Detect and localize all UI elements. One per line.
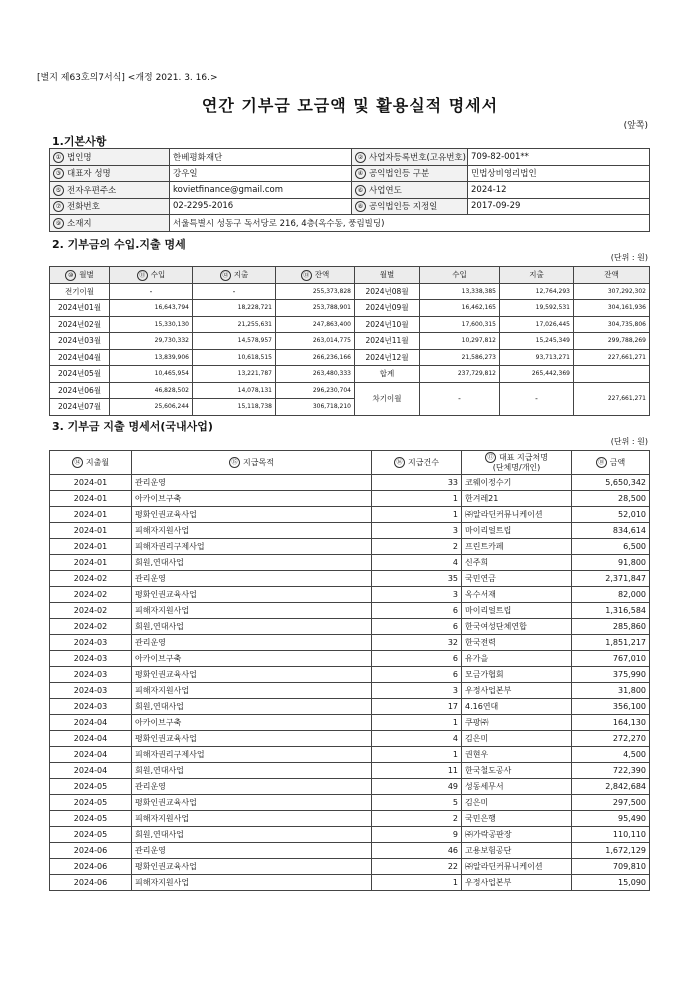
table-row	[50, 811, 650, 827]
expense-payee: 마이리얼트립	[462, 523, 572, 539]
balance-cell: 263,480,333	[276, 366, 355, 383]
expense-purpose: 회원,연대사업	[132, 827, 372, 843]
balance-cell: 247,863,400	[276, 316, 355, 333]
expense-amount: 272,270	[572, 731, 650, 747]
basic-label	[352, 182, 468, 199]
expense-payee: 한국철도공사	[462, 763, 572, 779]
item-number: ⑥	[355, 185, 366, 196]
table-row	[50, 491, 650, 507]
income-cell: 17,600,315	[420, 316, 500, 333]
income-cell: 10,465,954	[110, 366, 193, 383]
expense-amount: 164,130	[572, 715, 650, 731]
basic-value: 709-82-001**	[468, 149, 650, 166]
balance-cell: 306,718,210	[276, 399, 355, 416]
expense-amount: 6,500	[572, 539, 650, 555]
expense-amount: 767,010	[572, 651, 650, 667]
expense-month: 2024-04	[50, 731, 132, 747]
expense-count: 1	[372, 491, 462, 507]
expense-purpose: 관리운영	[132, 779, 372, 795]
section1-title: 1.기본사항	[52, 135, 107, 148]
balance-cell: 307,292,302	[574, 283, 650, 300]
expense-amount: 52,010	[572, 507, 650, 523]
expense-cell: -	[193, 283, 276, 300]
month-cell: 전기이월	[50, 283, 110, 300]
expense-month: 2024-02	[50, 587, 132, 603]
expense-count: 6	[372, 603, 462, 619]
expense-cell: 17,026,445	[500, 316, 574, 333]
basic-value: 강우일	[170, 165, 352, 182]
expense-month: 2024-01	[50, 491, 132, 507]
expense-purpose: 평화인권교육사업	[132, 795, 372, 811]
expense-month: 2024-04	[50, 763, 132, 779]
expense-amount: 15,090	[572, 875, 650, 891]
expense-purpose: 평화인권교육사업	[132, 587, 372, 603]
table-row	[50, 507, 650, 523]
expense-month: 2024-02	[50, 571, 132, 587]
basic-value: 2024-12	[468, 182, 650, 199]
expense-cell: 13,221,787	[193, 366, 276, 383]
expense-month: 2024-02	[50, 603, 132, 619]
expense-count: 35	[372, 571, 462, 587]
income-expense-table	[49, 266, 650, 416]
expense-count: 4	[372, 555, 462, 571]
expense-count: 1	[372, 747, 462, 763]
expense-amount: 297,500	[572, 795, 650, 811]
table-row	[50, 699, 650, 715]
item-label: 수입	[150, 270, 166, 279]
carry-next-expense: -	[500, 382, 574, 415]
expense-month: 2024-01	[50, 507, 132, 523]
income-row	[50, 382, 650, 399]
month-cell: 2024년02월	[50, 316, 110, 333]
expense-count: 1	[372, 507, 462, 523]
total-income: 237,729,812	[420, 366, 500, 383]
table-row	[50, 715, 650, 731]
expense-count: 3	[372, 587, 462, 603]
address-label	[50, 215, 170, 232]
income-cell: 13,338,385	[420, 283, 500, 300]
item-number: ⑤	[53, 185, 64, 196]
expense-month: 2024-05	[50, 827, 132, 843]
col-header-amount: ⑱ 금액	[572, 451, 650, 475]
item-label: 대표자 성명	[67, 169, 111, 180]
income-cell: 16,643,794	[110, 300, 193, 317]
section3-title: 3. 기부금 지출 명세서(국내사업)	[52, 420, 213, 433]
expense-count: 3	[372, 683, 462, 699]
item-number: ①	[53, 152, 64, 163]
table-row	[50, 683, 650, 699]
expense-purpose: 회원,연대사업	[132, 619, 372, 635]
expense-month: 2024-06	[50, 859, 132, 875]
expense-count: 1	[372, 875, 462, 891]
basic-label	[50, 165, 170, 182]
income-header-row	[50, 267, 650, 284]
expense-cell: 19,592,531	[500, 300, 574, 317]
expense-amount: 2,842,684	[572, 779, 650, 795]
basic-value: 민법상비영리법인	[468, 165, 650, 182]
table-row	[50, 795, 650, 811]
expense-amount: 1,672,129	[572, 843, 650, 859]
income-row	[50, 349, 650, 366]
table-row	[50, 619, 650, 635]
basic-label	[352, 149, 468, 166]
income-row	[50, 283, 650, 300]
table-row	[50, 587, 650, 603]
item-label: 사업연도	[369, 185, 402, 196]
front-side-label: (앞쪽)	[623, 121, 648, 131]
expense-count: 33	[372, 475, 462, 491]
month-cell: 2024년03월	[50, 333, 110, 350]
col-header-expense2: 지출	[500, 267, 574, 284]
expense-payee: 성동세무서	[462, 779, 572, 795]
table-row	[50, 667, 650, 683]
month-cell: 2024년08월	[355, 283, 420, 300]
item-label: 공익법인등 구분	[369, 169, 430, 180]
expense-amount: 5,650,342	[572, 475, 650, 491]
expense-amount: 28,500	[572, 491, 650, 507]
expense-purpose: 피해자지원사업	[132, 683, 372, 699]
table-row	[50, 523, 650, 539]
expense-month: 2024-06	[50, 843, 132, 859]
expense-cell: 14,578,957	[193, 333, 276, 350]
expense-month: 2024-05	[50, 811, 132, 827]
expense-purpose: 피해자지원사업	[132, 811, 372, 827]
basic-label	[50, 182, 170, 199]
expense-amount: 82,000	[572, 587, 650, 603]
item-number: ⑩	[65, 270, 76, 281]
expense-month: 2024-01	[50, 475, 132, 491]
table-row	[50, 651, 650, 667]
table-row	[50, 875, 650, 891]
item-label: 사업자등록번호(고유번호)	[369, 152, 466, 163]
income-row	[50, 300, 650, 317]
expense-payee: 코웨이정수기	[462, 475, 572, 491]
total-expense: 265,442,369	[500, 366, 574, 383]
expense-month: 2024-01	[50, 555, 132, 571]
basic-value: 한베평화재단	[170, 149, 352, 166]
expense-month: 2024-01	[50, 523, 132, 539]
table-row	[50, 763, 650, 779]
item-label: 소재지	[67, 218, 92, 229]
item-number: ④	[355, 168, 366, 179]
income-cell: 46,828,502	[110, 382, 193, 399]
expense-payee: 마이리얼트립	[462, 603, 572, 619]
expense-cell: 18,228,721	[193, 300, 276, 317]
expense-payee: 우정사업본부	[462, 683, 572, 699]
expense-amount: 91,800	[572, 555, 650, 571]
expense-count: 46	[372, 843, 462, 859]
expense-purpose: 아카이브구축	[132, 491, 372, 507]
table-row	[50, 555, 650, 571]
basic-info-row	[50, 182, 650, 199]
expense-payee: 프린트카페	[462, 539, 572, 555]
basic-value: 02-2295-2016	[170, 198, 352, 215]
month-cell: 2024년10월	[355, 316, 420, 333]
col-header-income2: 수입	[420, 267, 500, 284]
expense-purpose: 회원,연대사업	[132, 699, 372, 715]
col-header-balance2: 잔액	[574, 267, 650, 284]
item-number: ⑬	[301, 270, 312, 281]
month-cell: 2024년07월	[50, 399, 110, 416]
table-row	[50, 571, 650, 587]
expense-count: 4	[372, 731, 462, 747]
expense-detail-table	[49, 450, 650, 891]
expense-count: 6	[372, 619, 462, 635]
item-label: 공익법인등 지정일	[369, 202, 438, 213]
expense-cell: 15,245,349	[500, 333, 574, 350]
balance-cell: 227,661,271	[574, 349, 650, 366]
expense-amount: 4,500	[572, 747, 650, 763]
expense-amount: 1,851,217	[572, 635, 650, 651]
item-label: 잔액	[314, 270, 330, 279]
income-row	[50, 316, 650, 333]
basic-label	[352, 198, 468, 215]
expense-month: 2024-03	[50, 683, 132, 699]
table-row	[50, 747, 650, 763]
expense-payee: 국민은행	[462, 811, 572, 827]
income-cell: 29,730,332	[110, 333, 193, 350]
carry-next-balance: 227,661,271	[574, 382, 650, 415]
table-row	[50, 779, 650, 795]
basic-info-row-address	[50, 215, 650, 232]
total-balance-empty	[574, 366, 650, 383]
item-number: ⑦	[53, 201, 64, 212]
item-number: ②	[355, 152, 366, 163]
expense-count: 5	[372, 795, 462, 811]
carry-next-label: 차기이월	[355, 382, 420, 415]
item-label: 월별	[79, 270, 94, 279]
expense-amount: 722,390	[572, 763, 650, 779]
section3-unit: (단위 : 원)	[610, 437, 648, 446]
expense-amount: 356,100	[572, 699, 650, 715]
expense-month: 2024-03	[50, 635, 132, 651]
basic-label	[50, 149, 170, 166]
expense-payee: 한국전력	[462, 635, 572, 651]
balance-cell: 255,373,828	[276, 283, 355, 300]
col-header-balance	[276, 267, 355, 284]
expense-count: 1	[372, 715, 462, 731]
expense-cell: 21,255,631	[193, 316, 276, 333]
expense-payee: 국민연금	[462, 571, 572, 587]
expense-count: 6	[372, 667, 462, 683]
expense-month: 2024-04	[50, 747, 132, 763]
total-label: 합계	[355, 366, 420, 383]
expense-count: 22	[372, 859, 462, 875]
col-header-count: ⑯ 지급건수	[372, 451, 462, 475]
section2-unit: (단위 : 원)	[610, 253, 648, 262]
table-row	[50, 603, 650, 619]
expense-count: 17	[372, 699, 462, 715]
expense-purpose: 관리운영	[132, 635, 372, 651]
expense-cell: 10,618,515	[193, 349, 276, 366]
balance-cell: 299,788,269	[574, 333, 650, 350]
expense-month: 2024-01	[50, 539, 132, 555]
expense-purpose: 관리운영	[132, 475, 372, 491]
month-cell: 2024년06월	[50, 382, 110, 399]
col-header-income	[110, 267, 193, 284]
month-cell: 2024년12월	[355, 349, 420, 366]
basic-info-row	[50, 165, 650, 182]
expense-payee: 신주희	[462, 555, 572, 571]
table-row	[50, 731, 650, 747]
income-cell: 13,839,906	[110, 349, 193, 366]
basic-info-row	[50, 149, 650, 166]
expense-month: 2024-04	[50, 715, 132, 731]
table-row	[50, 843, 650, 859]
month-cell: 2024년05월	[50, 366, 110, 383]
col-header-month2: 월별	[355, 267, 420, 284]
expense-amount: 2,371,847	[572, 571, 650, 587]
expense-payee: ㈜가락공판장	[462, 827, 572, 843]
item-label: 전화번호	[67, 202, 100, 213]
expense-payee: 한국여성단체연합	[462, 619, 572, 635]
income-cell: 16,462,165	[420, 300, 500, 317]
balance-cell: 266,236,166	[276, 349, 355, 366]
section2-title: 2. 기부금의 수입.지출 명세	[52, 238, 186, 251]
table-row	[50, 859, 650, 875]
expense-payee: 우정사업본부	[462, 875, 572, 891]
expense-cell: 93,713,271	[500, 349, 574, 366]
item-label: 지출	[233, 270, 249, 279]
expense-amount: 834,614	[572, 523, 650, 539]
expense-purpose: 피해자권리구제사업	[132, 747, 372, 763]
col-header-month	[50, 267, 110, 284]
month-cell: 2024년04월	[50, 349, 110, 366]
expense-count: 9	[372, 827, 462, 843]
expense-payee: 권현우	[462, 747, 572, 763]
expense-purpose: 관리운영	[132, 571, 372, 587]
expense-month: 2024-03	[50, 667, 132, 683]
item-number: ⑧	[355, 201, 366, 212]
expense-payee: 4.16연대	[462, 699, 572, 715]
income-cell: 10,297,812	[420, 333, 500, 350]
item-number: ③	[53, 168, 64, 179]
table-row	[50, 475, 650, 491]
expense-purpose: 평화인권교육사업	[132, 731, 372, 747]
form-note: [별지 제63호의7서식] <개정 2021. 3. 16.>	[37, 73, 218, 83]
basic-info-row	[50, 198, 650, 215]
basic-info-table	[49, 148, 650, 232]
expense-month: 2024-05	[50, 795, 132, 811]
expense-purpose: 피해자지원사업	[132, 523, 372, 539]
expense-count: 11	[372, 763, 462, 779]
expense-count: 2	[372, 811, 462, 827]
table-row	[50, 635, 650, 651]
basic-label	[352, 165, 468, 182]
expense-purpose: 피해자권리구제사업	[132, 539, 372, 555]
expense-purpose: 피해자지원사업	[132, 603, 372, 619]
expense-purpose: 관리운영	[132, 843, 372, 859]
expense-purpose: 아카이브구축	[132, 651, 372, 667]
expense-payee: 한겨레21	[462, 491, 572, 507]
income-cell: 25,606,244	[110, 399, 193, 416]
expense-month: 2024-03	[50, 651, 132, 667]
expense-count: 3	[372, 523, 462, 539]
expense-amount: 709,810	[572, 859, 650, 875]
month-cell: 2024년11월	[355, 333, 420, 350]
item-number: ⑫	[220, 270, 231, 281]
expense-month: 2024-05	[50, 779, 132, 795]
expense-month: 2024-02	[50, 619, 132, 635]
income-cell: 21,586,273	[420, 349, 500, 366]
expense-amount: 285,860	[572, 619, 650, 635]
basic-value: kovietfinance@gmail.com	[170, 182, 352, 199]
expense-purpose: 아카이브구축	[132, 715, 372, 731]
expense-count: 2	[372, 539, 462, 555]
item-label: 전자우편주소	[67, 185, 117, 196]
expense-purpose: 회원,연대사업	[132, 763, 372, 779]
document-title: 연간 기부금 모금액 및 활용실적 명세서	[201, 96, 499, 115]
table-row	[50, 539, 650, 555]
expense-payee: 김은미	[462, 795, 572, 811]
expense-purpose: 평화인권교육사업	[132, 507, 372, 523]
expense-count: 49	[372, 779, 462, 795]
income-row	[50, 366, 650, 383]
expense-month: 2024-03	[50, 699, 132, 715]
expense-amount: 1,316,584	[572, 603, 650, 619]
balance-cell: 304,735,806	[574, 316, 650, 333]
balance-cell: 304,161,936	[574, 300, 650, 317]
expense-count: 6	[372, 651, 462, 667]
col-header-purpose: ⑮ 지급목적	[132, 451, 372, 475]
expense-cell: 12,764,293	[500, 283, 574, 300]
expense-payee: ㈜알라딘커뮤니케이션	[462, 507, 572, 523]
expense-payee: 옥수서재	[462, 587, 572, 603]
item-label: 법인명	[67, 152, 92, 163]
expense-amount: 95,490	[572, 811, 650, 827]
expense-cell: 14,078,131	[193, 382, 276, 399]
balance-cell: 296,230,704	[276, 382, 355, 399]
income-cell: -	[110, 283, 193, 300]
expense-payee: 고용보험공단	[462, 843, 572, 859]
month-cell: 2024년01월	[50, 300, 110, 317]
expense-purpose: 평화인권교육사업	[132, 859, 372, 875]
expense-payee: 모금가협회	[462, 667, 572, 683]
expense-amount: 110,110	[572, 827, 650, 843]
expense-payee: 쿠팡㈜	[462, 715, 572, 731]
expense-payee: 유가을	[462, 651, 572, 667]
expense-purpose: 피해자지원사업	[132, 875, 372, 891]
item-number: ⑨	[53, 218, 64, 229]
expense-cell: 15,118,738	[193, 399, 276, 416]
balance-cell: 253,788,901	[276, 300, 355, 317]
item-number: ⑪	[137, 270, 148, 281]
expense-payee: ㈜알라딘커뮤니케이션	[462, 859, 572, 875]
col-header-month: ⑭ 지출월	[50, 451, 132, 475]
income-row	[50, 333, 650, 350]
carry-next-income: -	[420, 382, 500, 415]
basic-label	[50, 198, 170, 215]
expense-amount: 375,990	[572, 667, 650, 683]
expense-month: 2024-06	[50, 875, 132, 891]
expense-purpose: 평화인권교육사업	[132, 667, 372, 683]
expense-amount: 31,800	[572, 683, 650, 699]
month-cell: 2024년09월	[355, 300, 420, 317]
col-header-payee: ⑰ 대표 지급처명 (단체명/개인)	[462, 451, 572, 475]
balance-cell: 263,014,775	[276, 333, 355, 350]
income-cell: 15,330,130	[110, 316, 193, 333]
address-value: 서울특별시 성동구 독서당로 216, 4층(옥수동, 풍림빌딩)	[170, 215, 650, 232]
expense-purpose: 회원,연대사업	[132, 555, 372, 571]
col-header-expense	[193, 267, 276, 284]
expense-payee: 김은미	[462, 731, 572, 747]
basic-value: 2017-09-29	[468, 198, 650, 215]
table-row	[50, 827, 650, 843]
expense-count: 32	[372, 635, 462, 651]
